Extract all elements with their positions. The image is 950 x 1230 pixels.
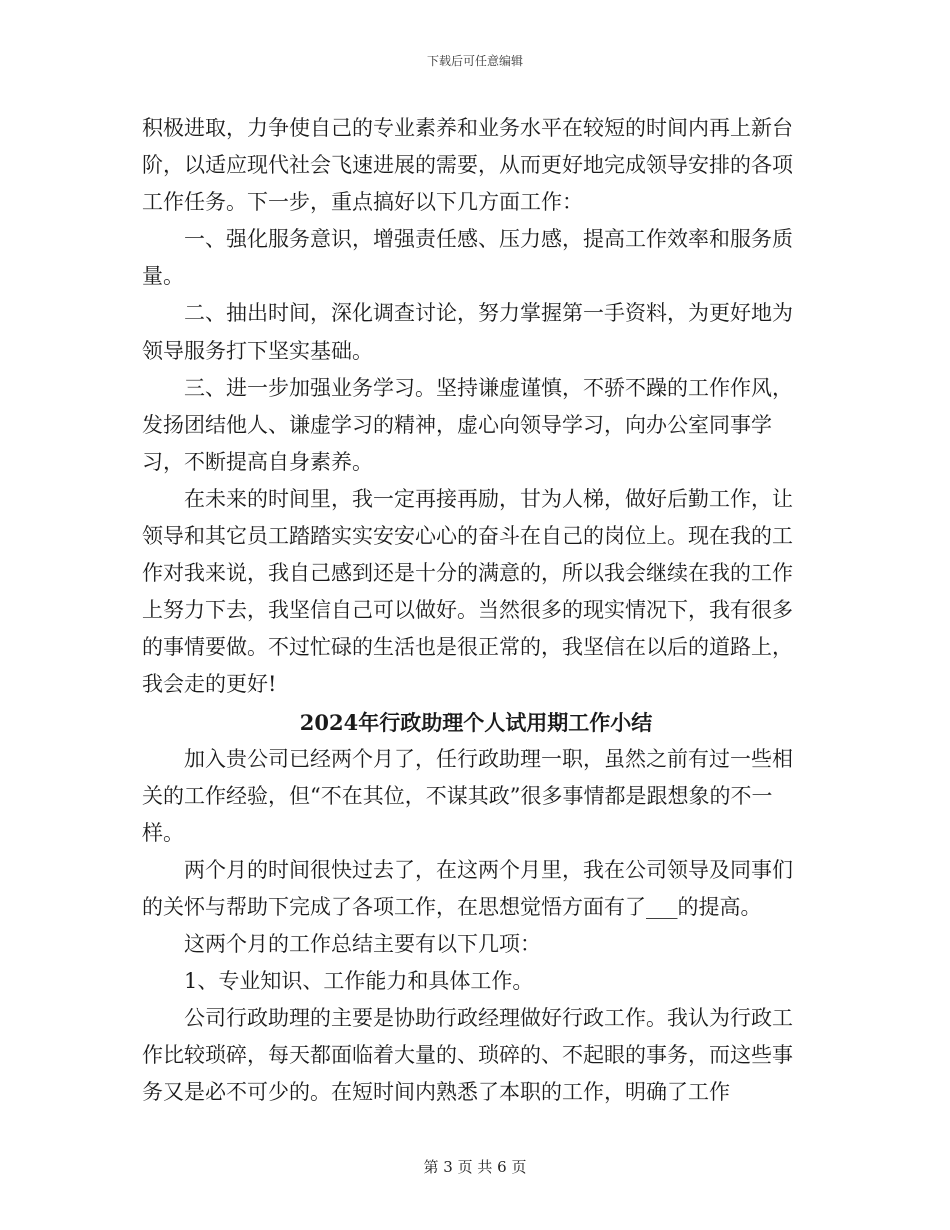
paragraph-summary-lead: 这两个月的工作总结主要有以下几项： bbox=[184, 932, 541, 957]
paragraph-continuation: 积极进取，力争使自己的专业素养和业务水平在较短的时间内再上新台阶，以适应现代社会飞速进展的需要，从而更好地完成领导安排的各项工作任务。下一步，重点搞好以下几方面工作： bbox=[142, 116, 793, 215]
paragraph-two-months: 两个月的时间很快过去了，在这两个月里，我在公司领导及同事们的关怀与帮助下完成了各项工作，在思想觉悟方面有了___的提高。 bbox=[142, 857, 793, 919]
paragraph-closing: 在未来的时间里，我一定再接再励，甘为人梯，做好后勤工作，让领导和其它员工踏踏实实安安心心的奋斗在自己的岗位上。现在我的工作对我来说，我自己感到还是十分的满意的，所以我会继续在我的工作上努力下去，我坚信自己可以做好。当然很多的现实情况下，我有很多的事情要做。不过忙碌的生活也是很正常的，我坚信在以后的道路上，我会走的更好! bbox=[142, 486, 793, 697]
page-number: 第 3 页 共 6 页 bbox=[423, 1158, 527, 1176]
paragraph-heading-1: 1、专业知识、工作能力和具体工作。 bbox=[184, 969, 534, 994]
paragraph-duties: 公司行政助理的主要是协助行政经理做好行政工作。我认为行政工作比较琐碎，每天都面临着大量的、琐碎的、不起眼的事务，而这些事务又是必不可少的。在短时间内熟悉了本职的工作，明确了工作 bbox=[142, 1006, 793, 1105]
page-header: 下载后可任意编辑 bbox=[426, 54, 523, 68]
section-title: 2024年行政助理个人试用期工作小结 bbox=[299, 709, 653, 735]
document-body bbox=[142, 110, 810, 1112]
paragraph-intro: 加入贵公司已经两个月了，任行政助理一职，虽然之前有过一些相关的工作经验，但“不在其位，不谋其政”很多事情都是跟想象的不一样。 bbox=[142, 746, 793, 845]
paragraph-item-2: 二、抽出时间，深化调查讨论，努力掌握第一手资料，为更好地为领导服务打下坚实基础。 bbox=[142, 301, 793, 363]
paragraph-item-1: 一、强化服务意识，增强责任感、压力感，提高工作效率和服务质量。 bbox=[142, 227, 793, 289]
paragraph-item-3: 三、进一步加强业务学习。坚持谦虚谨慎，不骄不躁的工作作风，发扬团结他人、谦虚学习的精神，虚心向领导学习，向办公室同事学习，不断提高自身素养。 bbox=[142, 375, 793, 474]
